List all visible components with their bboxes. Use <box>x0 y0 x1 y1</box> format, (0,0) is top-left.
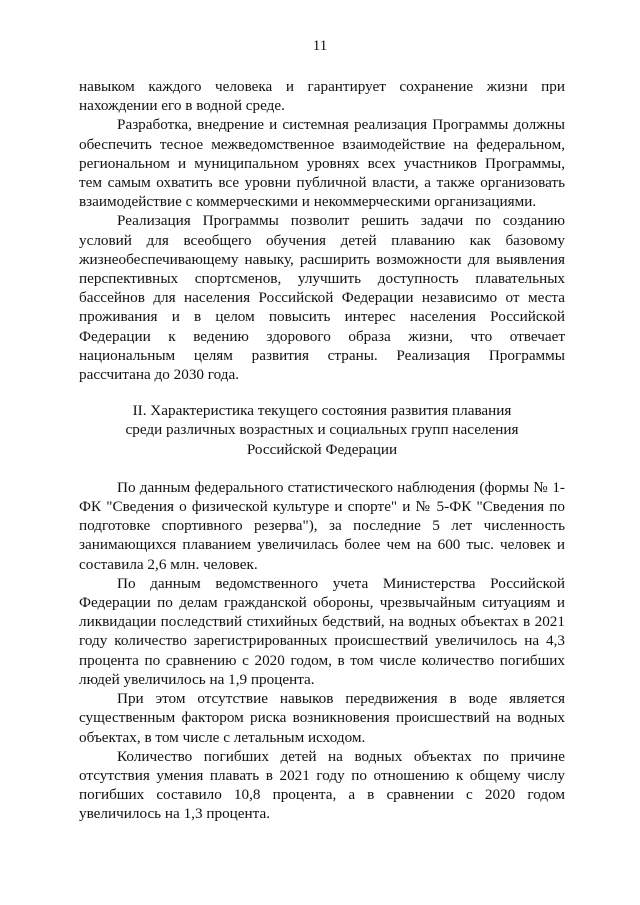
page-number: 11 <box>312 38 328 54</box>
document-body <box>79 77 565 824</box>
paragraph-emergency-data: По данным ведомственного учета Министерства Российской Федерации по делам гражданской обороны, чрезвычайным ситуациям и ликвидации последствий стихийных бедствий, на водных объектах в 2021 году количество зарегистрированных происшествий увеличилось на 4,3 процента по сравнению с 2020 годом, в том числе количество погибших людей увеличилось на 1,9 процента. <box>79 574 565 688</box>
paragraph-continuation: навыком каждого человека и гарантирует сохранение жизни при нахождении его в водной среде. <box>79 78 565 115</box>
paragraph-statistics: По данным федерального статистического наблюдения (формы № 1-ФК "Сведения о физической культуре и спорте" и № 5-ФК "Сведения по подготовке спортивного резерва"), за последние 5 лет численность занимающихся плаванием увеличилась более чем на 600 тыс. человек и составила 2,6 млн. человек. <box>79 478 565 573</box>
section-heading-line-1: II. Характеристика текущего состояния развития плавания <box>132 402 512 420</box>
section-heading <box>79 401 565 459</box>
paragraph-program-development: Разработка, внедрение и системная реализация Программы должны обеспечить тесное межведомственное взаимодействие на федеральном, региональном и муниципальном уровнях всех участников Программы, тем самым охватить все уровни публичной власти, а также организовать взаимодействие с коммерческими и некоммерческими организациями. <box>79 116 565 211</box>
paragraph-children-deaths: Количество погибших детей на водных объектах по причине отсутствия умения плавать в 2021 году по отношению к общему числу погибших составило 10,8 процента, а в сравнении с 2020 годом увеличилось на 1,3 процента. <box>79 747 565 823</box>
paragraph-program-implementation: Реализация Программы позволит решить задачи по созданию условий для всеобщего обучения детей плаванию как базовому жизнеобеспечивающему навыку, расширить возможности для выявления перспективных спортсменов, улучшить доступность плавательных бассейнов для населения Российской Федерации независимо от места проживания и в целом повысить интерес населения Российской Федерации к ведению здорового образа жизни, что отвечает национальным целям развития страны. Реализация Программы рассчитана до 2030 года. <box>79 212 565 384</box>
section-heading-line-2: среди различных возрастных и социальных групп населения <box>125 421 519 439</box>
section-heading-line-3: Российской Федерации <box>246 440 398 458</box>
paragraph-risk-factor: При этом отсутствие навыков передвижения в воде является существенным фактором риска возникновения происшествий на водных объектах, в том числе с летальным исходом. <box>79 690 565 746</box>
